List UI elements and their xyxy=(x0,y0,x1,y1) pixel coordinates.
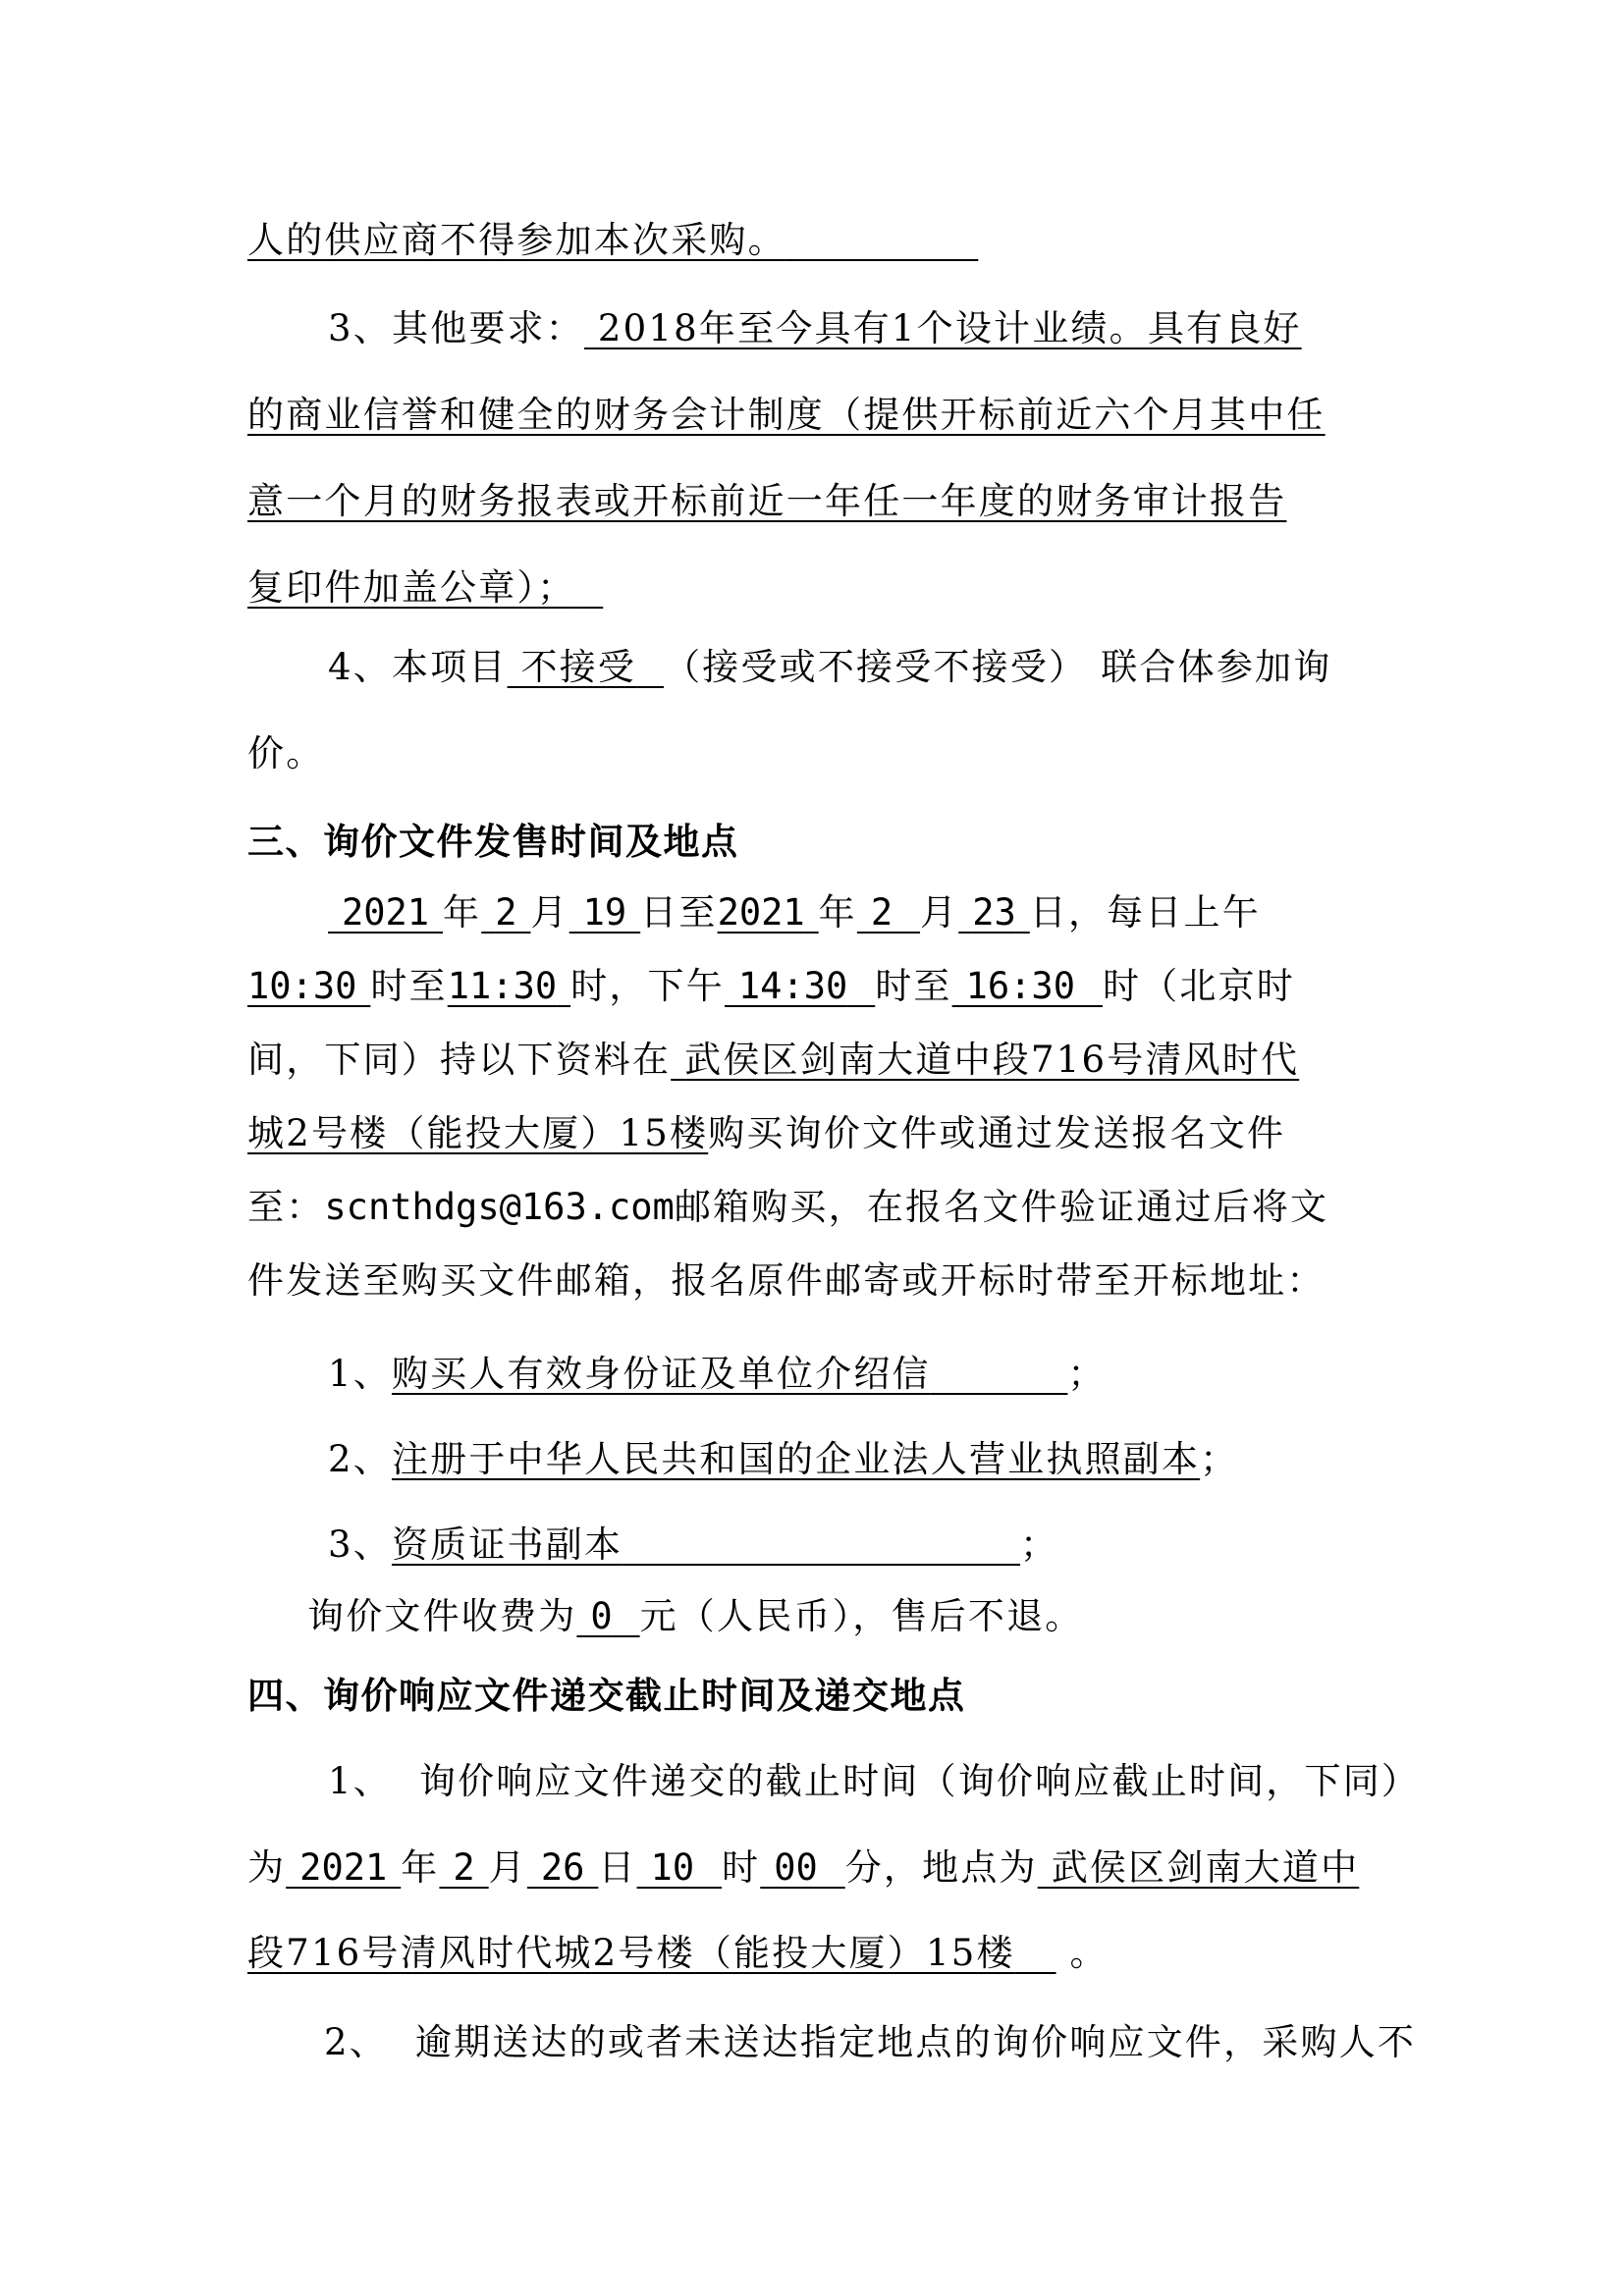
item-3-text-l1: 2018年至今具有1个设计业绩。具有良好 xyxy=(597,307,1302,349)
section-4-heading: 四、询价响应文件递交截止时间及递交地点 xyxy=(247,1675,966,1717)
item-3-text-l3: 意一个月的财务报表或开标前近一年任一年度的财务审计报告 xyxy=(247,480,1287,522)
doc-no: 2、 xyxy=(328,1438,392,1480)
label-day-end: 日，每日上午 xyxy=(1029,891,1261,934)
doc-no: 1、 xyxy=(328,1353,392,1395)
doc-text: 注册于中华人民共和国的企业法人营业执照副本 xyxy=(391,1438,1201,1480)
doc-item-3 xyxy=(328,1521,1058,1570)
pm-end-field xyxy=(952,965,1103,1007)
doc-text: 购买人有效身份证及单位介绍信 xyxy=(391,1353,931,1395)
email-address: scnthdgs@163.com xyxy=(324,1186,675,1228)
underlined-text: 人的供应商不得参加本次采购。 xyxy=(247,219,786,261)
deadline-hour-field xyxy=(637,1846,722,1889)
label-hour: 时 xyxy=(722,1846,761,1889)
item-4-prefix: 4、本项目 xyxy=(328,646,508,688)
item-4-value: 不接受 xyxy=(520,646,637,688)
label-pm: 时，下午 xyxy=(570,965,725,1007)
item-3-line-4 xyxy=(247,563,603,613)
deadline-minute-field xyxy=(760,1846,844,1889)
deadline-month: 2 xyxy=(453,1846,475,1889)
item-3-line-2 xyxy=(247,391,1326,440)
item-3-text-l2: 的商业信誉和健全的财务会计制度（提供开标前近六个月其中任 xyxy=(247,394,1326,436)
place-l1-field xyxy=(1038,1846,1360,1889)
item-4-value-wrap xyxy=(508,646,665,688)
end-month: 2 xyxy=(870,891,893,934)
fee-suffix: 元（人民币），售后不退。 xyxy=(639,1595,1084,1637)
end-day-field xyxy=(958,891,1030,934)
label-to: 时至 xyxy=(875,965,952,1007)
pm-end: 16:30 xyxy=(965,965,1075,1007)
blank-fill xyxy=(575,566,603,609)
item-4-line-2 xyxy=(247,729,324,778)
start-month-field xyxy=(481,891,530,934)
start-year-field xyxy=(328,891,443,934)
sale-time-line xyxy=(247,962,1295,1011)
am-start: 10:30 xyxy=(247,965,357,1007)
item-4-suffix-l2: 价。 xyxy=(247,732,325,774)
label-day-to: 日至 xyxy=(640,891,718,934)
doc-text-field xyxy=(392,1353,1067,1395)
am-end-field xyxy=(448,965,570,1007)
late-submission-text: 逾期送达的或者未送达指定地点的询价响应文件，采购人不 xyxy=(414,2021,1417,2063)
para-no: 1、 xyxy=(328,1760,392,1802)
item-4-line-1 xyxy=(328,643,1331,692)
pm-start-field xyxy=(725,965,875,1007)
start-day: 19 xyxy=(582,891,627,934)
deadline-day-field xyxy=(527,1846,599,1889)
deadline-month-field xyxy=(439,1846,488,1889)
blank-fill xyxy=(786,219,978,261)
end-year: 2021 xyxy=(717,891,805,934)
label-year: 年 xyxy=(818,891,857,934)
address-l1-field xyxy=(671,1039,1299,1081)
paragraph-line xyxy=(247,216,978,265)
semicolon: ； xyxy=(1200,1438,1239,1480)
item-3-text-l4: 复印件加盖公章）； xyxy=(247,566,576,609)
sale-address-line-2 xyxy=(247,1109,1285,1158)
para-no: 2、 xyxy=(324,2021,388,2063)
section-3-heading: 三、询价文件发售时间及地点 xyxy=(247,821,739,863)
email-prefix: 至： xyxy=(247,1186,325,1228)
label-month: 月 xyxy=(530,891,569,934)
label-to: 时至 xyxy=(370,965,448,1007)
sale-date-line xyxy=(328,888,1261,937)
deadline-line-1 xyxy=(328,1757,1420,1806)
deadline-minute: 00 xyxy=(774,1846,818,1889)
am-start-field xyxy=(247,965,370,1007)
label-beijing-time: 时（北京时 xyxy=(1102,965,1295,1007)
label-year: 年 xyxy=(443,891,482,934)
item-3-prefix: 3、其他要求： xyxy=(328,307,584,349)
am-end: 11:30 xyxy=(447,965,558,1007)
end-day: 23 xyxy=(972,891,1016,934)
semicolon: ； xyxy=(1020,1523,1059,1566)
label-minute: 分，地点为 xyxy=(844,1846,1038,1889)
label-day: 日 xyxy=(598,1846,637,1889)
label-month: 月 xyxy=(920,891,959,934)
semicolon: ； xyxy=(1067,1353,1107,1395)
deadline-hour: 10 xyxy=(650,1846,695,1889)
fee-field xyxy=(576,1595,639,1637)
email-suffix: 邮箱购买，在报名文件验证通过后将文 xyxy=(674,1186,1329,1228)
address-prefix: 间，下同）持以下资料在 xyxy=(247,1039,672,1081)
place-l1: 武侯区剑南大道中 xyxy=(1051,1846,1360,1889)
email-line xyxy=(247,1183,1328,1232)
doc-item-1 xyxy=(328,1350,1107,1399)
end-month-field xyxy=(857,891,920,934)
deadline-line-3 xyxy=(247,1929,1109,1978)
deadline-day: 26 xyxy=(540,1846,585,1889)
deadline-line-2 xyxy=(247,1843,1359,1893)
address-l2: 城2号楼（能投大厦）15楼 xyxy=(247,1112,709,1154)
sale-address-line-1 xyxy=(247,1036,1299,1085)
deadline-year-field xyxy=(286,1846,401,1889)
fee-prefix: 询价文件收费为 xyxy=(307,1595,577,1637)
item-3-text xyxy=(584,307,1302,349)
start-month: 2 xyxy=(495,891,517,934)
item-3-line-1 xyxy=(328,304,1302,353)
period: 。 xyxy=(1069,1932,1109,1974)
item-4-suffix: （接受或不接受不接受） 联合体参加询 xyxy=(664,646,1332,688)
deadline-year: 2021 xyxy=(299,1846,388,1889)
address-suffix: 购买询价文件或通过发送报名文件 xyxy=(708,1112,1286,1154)
doc-text: 资质证书副本 xyxy=(391,1523,623,1566)
deadline-prefix: 为 xyxy=(247,1846,287,1889)
pm-start: 14:30 xyxy=(737,965,848,1007)
label-month: 月 xyxy=(488,1846,527,1889)
doc-item-2 xyxy=(328,1435,1238,1484)
place-l2: 段716号清风时代城2号楼（能投大厦）15楼 xyxy=(247,1932,1015,1974)
start-day-field xyxy=(569,891,641,934)
late-submission-line xyxy=(324,2018,1416,2067)
address-l1: 武侯区剑南大道中段716号清风时代 xyxy=(684,1039,1300,1081)
item-3-line-3 xyxy=(247,477,1286,526)
place-l2-field xyxy=(247,1932,1056,1974)
end-year-field xyxy=(718,891,819,934)
deadline-text: 询价响应文件递交的截止时间（询价响应截止时间，下同） xyxy=(418,1760,1421,1802)
fee-line xyxy=(307,1592,1084,1641)
doc-no: 3、 xyxy=(328,1523,392,1566)
fee-value: 0 xyxy=(590,1595,613,1637)
send-line xyxy=(247,1256,1326,1306)
doc-text-field xyxy=(392,1523,1020,1566)
label-year: 年 xyxy=(401,1846,440,1889)
start-year: 2021 xyxy=(341,891,430,934)
send-text: 件发送至购买文件邮箱，报名原件邮寄或开标时带至开标地址： xyxy=(247,1259,1326,1302)
